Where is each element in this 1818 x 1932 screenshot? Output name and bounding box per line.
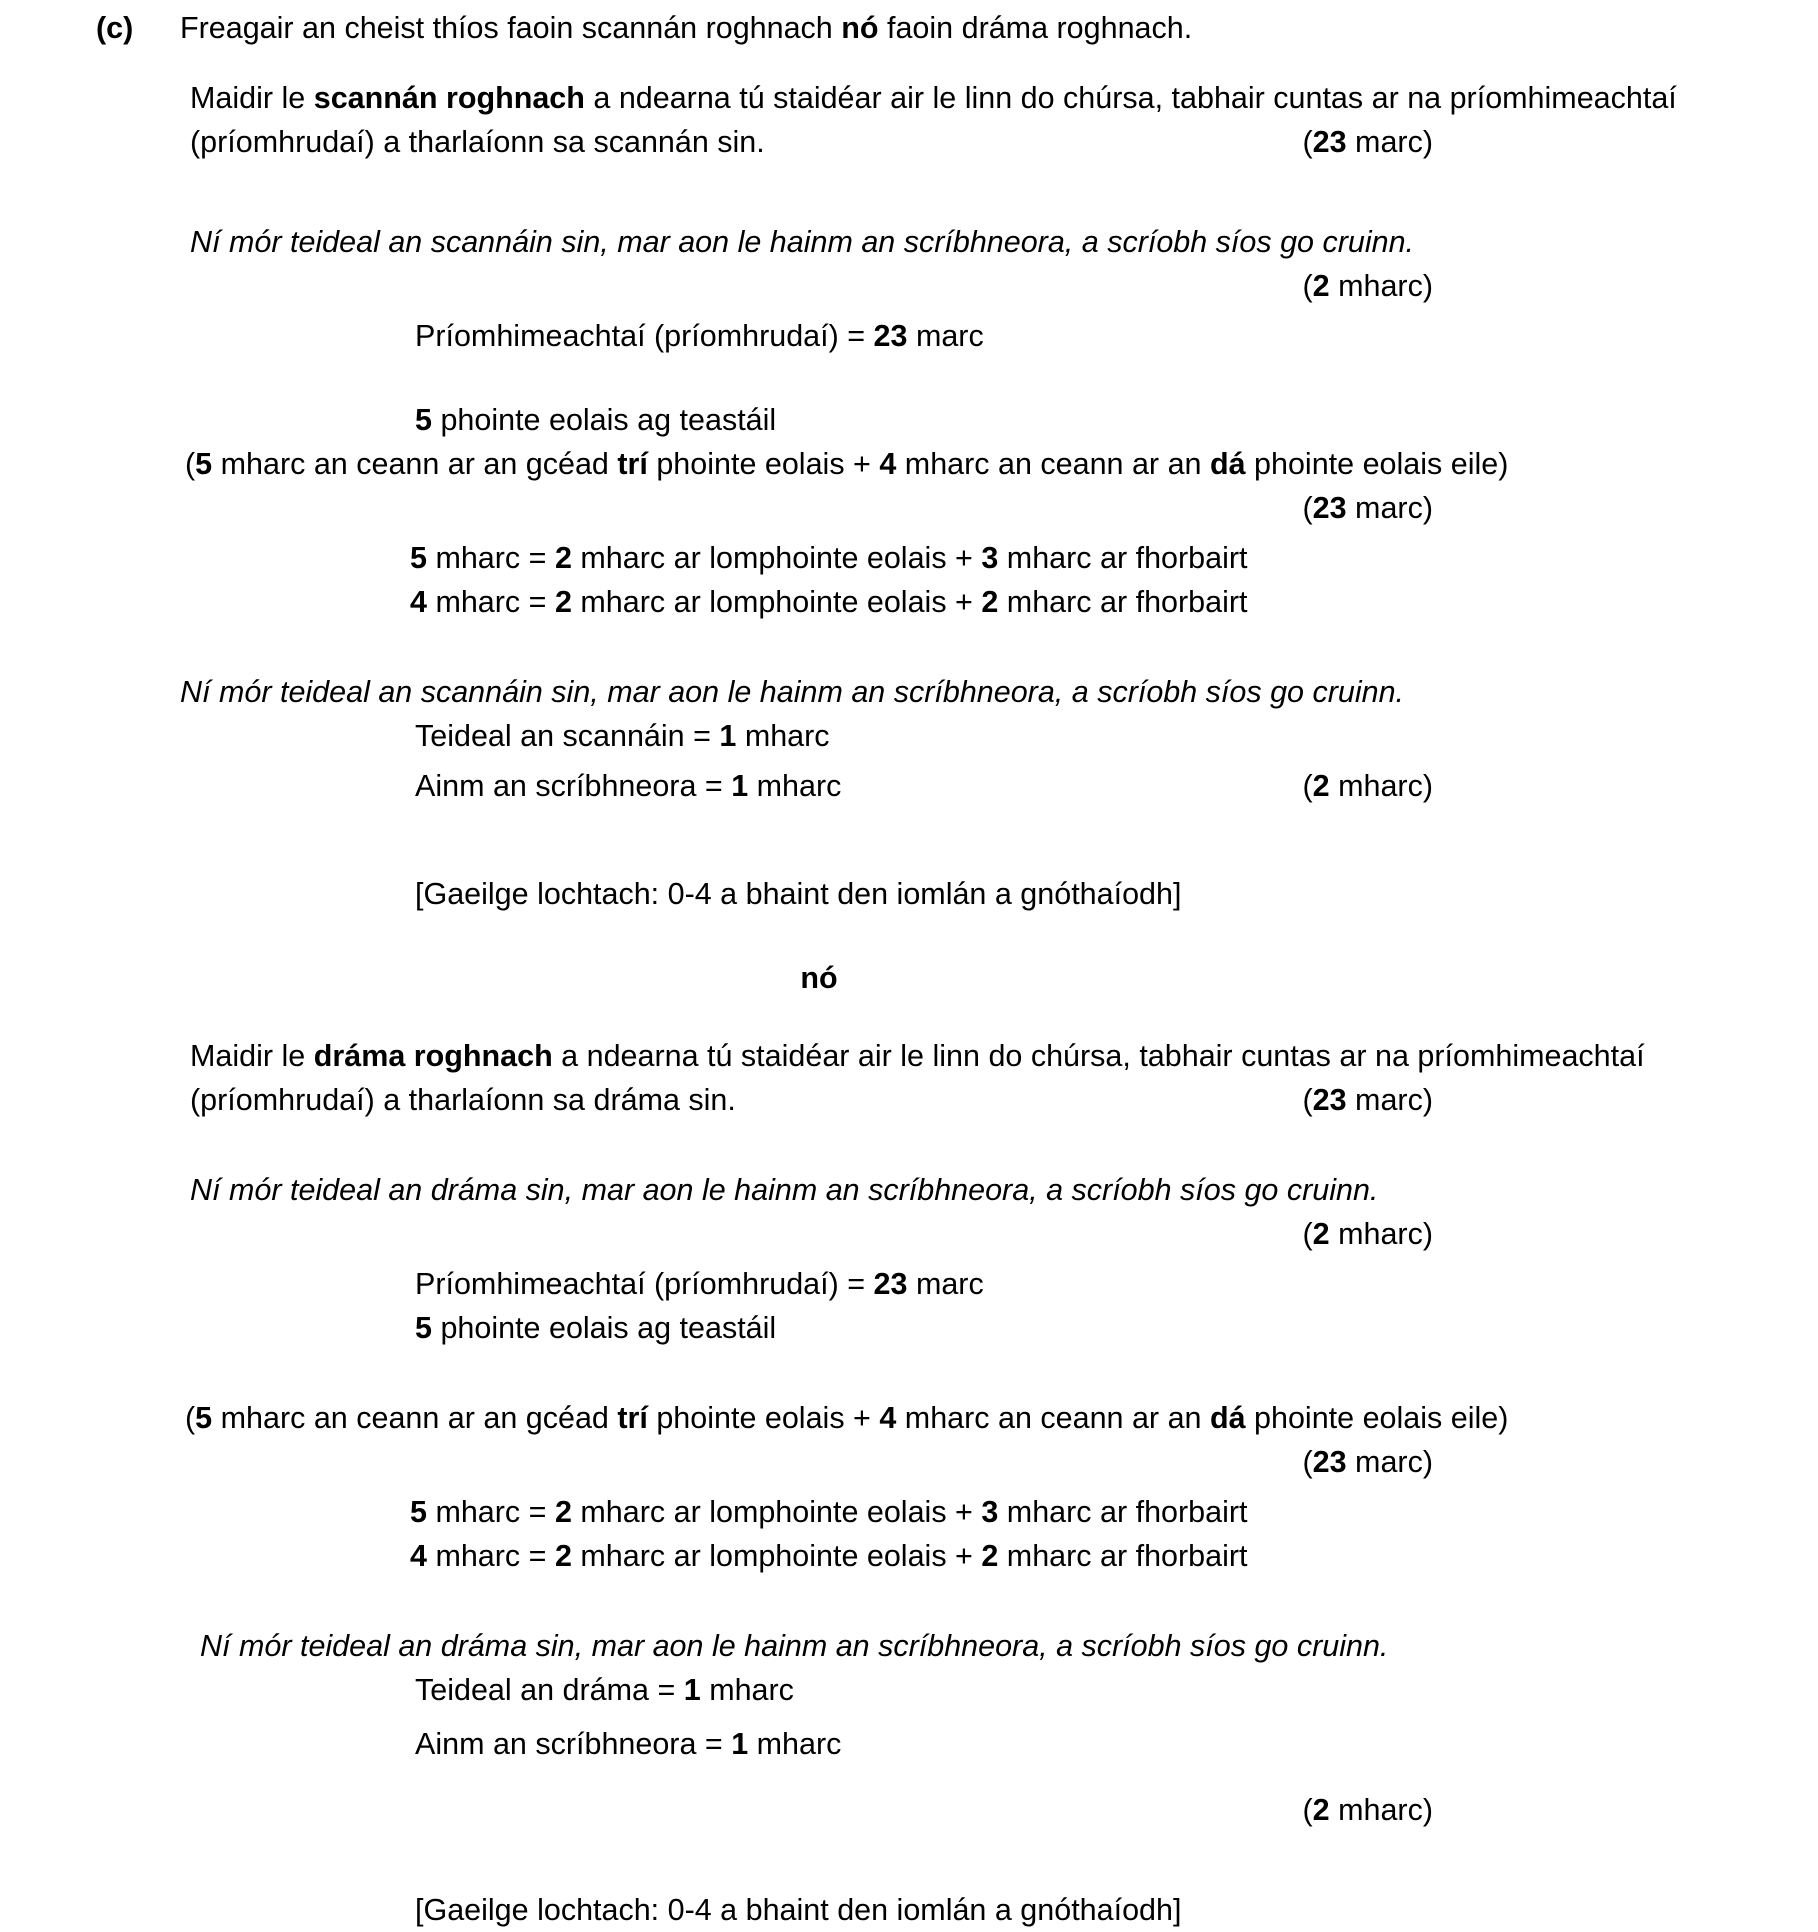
drama-calc2-t2: mharc ar lomphointe eolais + <box>571 1539 982 1573</box>
film-main-points-pre: Príomhimeachtaí (príomhrudaí) = <box>415 319 874 353</box>
film-author-mark-value: 1 <box>731 769 749 803</box>
film-breakdown-mark-unit: marc) <box>1346 491 1433 525</box>
film-breakdown-b4: dá <box>1209 447 1246 481</box>
film-prompt-pre: Maidir le <box>190 81 314 115</box>
film-main-points-value: 23 <box>873 319 908 353</box>
drama-calc1-t2: mharc ar lomphointe eolais + <box>571 1495 982 1529</box>
drama-prompt-bold: dráma roghnach <box>313 1039 553 1073</box>
intro-pre: Freagair an cheist thíos faoin scannán roghnach <box>180 11 842 45</box>
drama-points-required-line <box>415 1306 1818 1350</box>
drama-breakdown-line <box>185 1396 1818 1440</box>
film-breakdown-b1: 5 <box>195 447 213 481</box>
film-title-note-mark-value: 2 <box>1312 269 1330 303</box>
drama-breakdown-p1: ( <box>185 1401 196 1435</box>
film-author-total-mark <box>1302 764 1433 808</box>
drama-title-note: Ní mór teideal an dráma sin, mar aon le hainm an scríbhneora, a scríobh síos go cruinn. <box>190 1173 1379 1207</box>
film-points-required-line <box>415 398 1818 442</box>
drama-author-mark-pre: Ainm an scríbhneora = <box>415 1727 732 1761</box>
film-author-mark-line <box>415 764 1818 808</box>
film-main-points-post: marc <box>907 319 984 353</box>
drama-prompt-pre: Maidir le <box>190 1039 314 1073</box>
drama-author-total-mark <box>0 1788 1818 1832</box>
film-title-mark-post: mharc <box>736 719 830 753</box>
intro-line <box>180 6 1748 50</box>
film-title-note-mark-open: ( <box>1302 269 1313 303</box>
film-points-required-post: phointe eolais ag teastáil <box>431 403 777 437</box>
drama-calc-line-1 <box>410 1490 1818 1534</box>
drama-breakdown-b3: 4 <box>879 1401 897 1435</box>
drama-main-points-line <box>415 1262 1818 1306</box>
film-calc1-t3: mharc ar fhorbairt <box>998 541 1248 575</box>
drama-calc1-b1: 5 <box>410 1495 427 1529</box>
film-breakdown-line <box>185 442 1818 486</box>
drama-breakdown-p4: mharc an ceann ar an <box>896 1401 1210 1435</box>
drama-main-points-pre: Príomhimeachtaí (príomhrudaí) = <box>415 1267 874 1301</box>
film-calc2-b3: 2 <box>981 585 999 619</box>
drama-calc2-t1: mharc = <box>426 1539 555 1573</box>
film-calc1-t1: mharc = <box>426 541 555 575</box>
drama-calc1-t1: mharc = <box>426 1495 555 1529</box>
drama-calc1-b2: 2 <box>554 1495 572 1529</box>
film-author-total-value: 2 <box>1312 769 1330 803</box>
film-calc2-b2: 2 <box>554 585 572 619</box>
film-breakdown-p2: mharc an ceann ar an gcéad <box>212 447 618 481</box>
film-breakdown-mark-value: 23 <box>1312 491 1347 525</box>
film-author-mark-post: mharc <box>748 769 842 803</box>
film-title-mark-line <box>415 714 1818 758</box>
drama-calc2-b1: 4 <box>410 1539 427 1573</box>
drama-author-total-open: ( <box>1302 1793 1313 1827</box>
film-title-note: Ní mór teideal an scannáin sin, mar aon le hainm an scríbhneora, a scríobh síos go cruinn. <box>190 225 1415 259</box>
film-title-note-mark <box>0 264 1818 308</box>
film-calc1-b2: 2 <box>554 541 572 575</box>
film-prompt-mark-open: ( <box>1302 125 1313 159</box>
drama-breakdown-mark-value: 23 <box>1312 1445 1347 1479</box>
drama-title-mark-line <box>415 1668 1818 1712</box>
film-calc1-b1: 5 <box>410 541 427 575</box>
film-penalty-note: [Gaeilge lochtach: 0-4 a bhaint den iomlán a gnóthaíodh] <box>415 877 1182 911</box>
drama-main-points-post: marc <box>907 1267 984 1301</box>
film-prompt-bold: scannán roghnach <box>313 81 585 115</box>
film-breakdown-p3: phointe eolais + <box>647 447 880 481</box>
drama-main-points-value: 23 <box>873 1267 908 1301</box>
film-calc2-t2: mharc ar lomphointe eolais + <box>571 585 982 619</box>
film-prompt-mark-value: 23 <box>1312 125 1347 159</box>
film-main-points-line <box>415 314 1818 358</box>
film-breakdown-p5: phointe eolais eile) <box>1245 447 1509 481</box>
drama-author-mark-value: 1 <box>731 1727 749 1761</box>
drama-calc2-t3: mharc ar fhorbairt <box>998 1539 1248 1573</box>
drama-author-mark-line <box>415 1722 1818 1766</box>
drama-calc-line-2 <box>410 1534 1818 1578</box>
film-calc1-t2: mharc ar lomphointe eolais + <box>571 541 982 575</box>
film-author-mark-row <box>0 764 1818 808</box>
drama-title-mark-value: 1 <box>683 1673 701 1707</box>
intro-post: faoin dráma roghnach. <box>878 11 1193 45</box>
drama-breakdown-b2: trí <box>617 1401 648 1435</box>
film-breakdown-p1: ( <box>185 447 196 481</box>
drama-breakdown-b4: dá <box>1209 1401 1246 1435</box>
drama-title-note-2: Ní mór teideal an dráma sin, mar aon le hainm an scríbhneora, a scríobh síos go cruinn. <box>200 1629 1389 1663</box>
film-calc-line-1 <box>410 536 1818 580</box>
drama-breakdown-mark <box>0 1440 1818 1484</box>
item-intro-text <box>180 6 1818 50</box>
drama-calc2-b3: 2 <box>981 1539 999 1573</box>
drama-breakdown-p5: phointe eolais eile) <box>1245 1401 1509 1435</box>
film-title-mark-value: 1 <box>719 719 737 753</box>
film-calc-line-2 <box>410 580 1818 624</box>
intro-bold-no: nó <box>841 11 879 45</box>
film-prompt-mark-unit: marc) <box>1346 125 1433 159</box>
question-item-c <box>0 6 1818 50</box>
film-calc1-b3: 3 <box>981 541 999 575</box>
drama-breakdown-b1: 5 <box>195 1401 213 1435</box>
film-breakdown-p4: mharc an ceann ar an <box>896 447 1210 481</box>
drama-title-note-mark-value: 2 <box>1312 1217 1330 1251</box>
film-calc2-b1: 4 <box>410 585 427 619</box>
film-title-note-mark-unit: mharc) <box>1329 269 1433 303</box>
film-breakdown-b2: trí <box>617 447 648 481</box>
drama-prompt-mark-unit: marc) <box>1346 1083 1433 1117</box>
drama-penalty-note: [Gaeilge lochtach: 0-4 a bhaint den iomlán a gnóthaíodh] <box>415 1893 1182 1927</box>
film-breakdown-b3: 4 <box>879 447 897 481</box>
film-author-mark-pre: Ainm an scríbhneora = <box>415 769 732 803</box>
drama-author-total-value: 2 <box>1312 1793 1330 1827</box>
film-title-mark-pre: Teideal an scannáin = <box>415 719 720 753</box>
film-points-required-value: 5 <box>415 403 432 437</box>
drama-prompt-mark-value: 23 <box>1312 1083 1347 1117</box>
drama-breakdown-p3: phointe eolais + <box>647 1401 880 1435</box>
drama-breakdown-mark-open: ( <box>1302 1445 1313 1479</box>
film-calc2-t3: mharc ar fhorbairt <box>998 585 1248 619</box>
film-title-note-2: Ní mór teideal an scannáin sin, mar aon le hainm an scríbhneora, a scríobh síos go cruinn. <box>180 675 1405 709</box>
drama-title-mark-pre: Teideal an dráma = <box>415 1673 684 1707</box>
drama-title-mark-post: mharc <box>700 1673 794 1707</box>
film-author-total-unit: mharc) <box>1329 769 1433 803</box>
drama-author-total-unit: mharc) <box>1329 1793 1433 1827</box>
item-label-c: (c) <box>96 11 134 45</box>
drama-calc1-t3: mharc ar fhorbairt <box>998 1495 1248 1529</box>
drama-title-note-mark-open: ( <box>1302 1217 1313 1251</box>
drama-points-required-post: phointe eolais ag teastáil <box>431 1311 777 1345</box>
film-calc2-t1: mharc = <box>426 585 555 619</box>
drama-prompt-post: a ndearna tú staidéar air le linn do chúrsa, tabhair cuntas ar na príomhimeachtaí (príomhrudaí) a tharlaíonn sa dráma sin. <box>190 1039 1645 1117</box>
drama-author-mark-post: mharc <box>748 1727 842 1761</box>
drama-title-note-mark <box>0 1212 1818 1256</box>
film-breakdown-mark <box>0 486 1818 530</box>
film-breakdown-mark-open: ( <box>1302 491 1313 525</box>
drama-calc2-b2: 2 <box>554 1539 572 1573</box>
film-author-total-open: ( <box>1302 769 1313 803</box>
drama-calc1-b3: 3 <box>981 1495 999 1529</box>
drama-prompt-mark-open: ( <box>1302 1083 1313 1117</box>
drama-breakdown-p2: mharc an ceann ar an gcéad <box>212 1401 618 1435</box>
film-prompt-post: a ndearna tú staidéar air le linn do chúrsa, tabhair cuntas ar na príomhimeachtaí (príomhrudaí) a tharlaíonn sa scannán sin. <box>190 81 1677 159</box>
drama-breakdown-mark-unit: marc) <box>1346 1445 1433 1479</box>
drama-points-required-value: 5 <box>415 1311 432 1345</box>
drama-title-note-mark-unit: mharc) <box>1329 1217 1433 1251</box>
section-separator-no: nó <box>800 961 838 995</box>
